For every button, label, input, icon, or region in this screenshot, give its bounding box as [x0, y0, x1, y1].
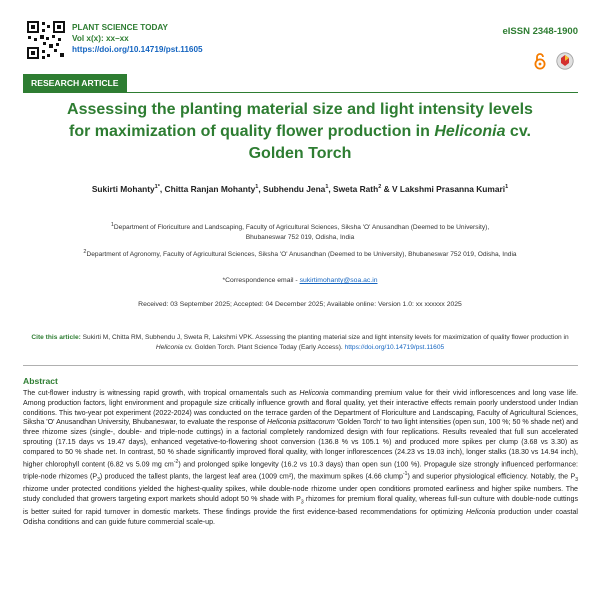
journal-volume: Vol x(x): xx–xx [72, 34, 129, 43]
article-dates: Received: 03 September 2025; Accepted: 04 December 2025; Available online: Version 1.0: xx xxxxxx 2025 [138, 301, 462, 308]
crossmark-icon[interactable] [556, 52, 574, 70]
affiliation-mark: 1 [110, 222, 114, 228]
affiliation-2-text: Department of Agronomy, Faculty of Agricultural Sciences, Siksha 'O' Anusandhan (Deemed to be University), Bhubaneswar 752 019, Odisha, India [86, 251, 517, 259]
author-affiliation-mark: 1 [505, 184, 509, 191]
article-type-badge: RESEARCH ARTICLE [23, 74, 127, 92]
abstract-genus: Heliconia [299, 389, 329, 397]
author-affiliation-mark: 1 [255, 184, 259, 191]
title-genus: Heliconia [434, 123, 506, 140]
citation-text: Sukirti M, Chitta RM, Subhendu J, Sweta R, Lakshmi VPK. Assessing the planting material size and light intensity levels for maximization of quality flower production in [80, 334, 569, 341]
title-line-2-post: cv. [505, 123, 531, 140]
abstract-text: production under coastal Odisha conditions and can guide future commercial scale-up. [23, 508, 578, 527]
affiliation-1 [20, 220, 580, 243]
author-affiliation-mark: 2 [378, 184, 382, 191]
author-name: , Chitta Ranjan Mohanty [159, 184, 256, 194]
author-name: & V Lakshmi Prasanna Kumari [381, 184, 506, 194]
affiliation-2 [20, 247, 580, 260]
citation-text-end: cv. Golden Torch. Plant Science Today (Early Access). [182, 344, 345, 351]
author-affiliation-mark: 1* [154, 184, 160, 191]
header-divider [23, 92, 578, 93]
correspondence-label: *Correspondence email - [222, 277, 300, 284]
title-line-2-pre: for maximization of quality flower production in [69, 123, 435, 140]
abstract-species: Heliconia psittacorum [266, 418, 335, 427]
abstract-text: ) produced the tallest plants, the largest leaf area (1009 cm²), the maximum spikes (4.66 clump [99, 472, 403, 481]
author-list [20, 184, 580, 194]
abstract-text: The cut-flower industry is witnessing rapid growth, with tropical ornamentals such as [23, 389, 300, 397]
abstract-superscript: -1 [402, 470, 408, 477]
correspondence-line [20, 277, 580, 284]
abstract-superscript: -2 [173, 458, 179, 465]
affiliation-mark: 2 [83, 249, 87, 255]
open-access-lock-icon[interactable] [533, 52, 547, 70]
citation-doi-link[interactable]: https://doi.org/10.14719/pst.11605 [344, 344, 445, 351]
abstract-body [23, 389, 578, 528]
journal-header [0, 0, 600, 72]
abstract-text: rhizomes for premium floral quality, whereas full-sun culture with double-node cuttings is better suited for rapid turnover in domestic markets. These findings provide the first evidence-based recommendations for optimizing [23, 495, 578, 517]
abstract-text: commanding premium value for their vivid inflorescences and long vase life. Among production factors, light environment and propagule size critically influence growth and floral quality, yet their interactive effects remain poorly understood under Indian conditions. This two-year pot experiment (2022-2024) was conducted on the terrace garden of the Department of Floriculture and Landscaping, Faculty of Agricultural Sciences, Siksha 'O' Anusandhan University, Bhubaneswar, to evaluate the response of [23, 389, 578, 427]
citation-label: Cite this article: [31, 334, 81, 341]
author-affiliation-mark: 1 [325, 184, 329, 191]
affiliation-1-line-1: Department of Floriculture and Landscaping, Faculty of Agricultural Sciences, Siksha 'O' Anusandhan (Deemed to be University), [113, 224, 490, 232]
title-line-1: Assessing the planting material size and light intensity levels [67, 101, 533, 118]
author-name: , Sweta Rath [328, 184, 379, 194]
affiliation-1-line-2: Bhubaneswar 752 019, Odisha, India [245, 234, 355, 242]
author-name: , Subhendu Jena [258, 184, 326, 194]
citation-genus: Heliconia [155, 344, 183, 351]
abstract-genus: Heliconia [466, 508, 496, 517]
abstract-text: 'Golden Torch' to two light intensities (open sun, 100 %; 50 % shade net) and three rhizome sizes (single-, double- and triple-node cuttings) in a factorial completely randomized design with four replications. Results revealed that full sun accelerated sprouting (17.15 days vs 19.47 days), enhanced vegetative-to-flowering shoot conversion (136.8 % vs 105.1 %) and produced more spikes per clump (3.68 vs 3.30) as compared to 50 % shade net. In contrast, 50 % shade significantly improved floral quality, with longer inflorescences (24.23 vs 19.03 inch), longer stalks (18.30 vs 14.94 inch), higher chlorophyll content (6.82 vs 5.09 mg cm [23, 418, 578, 468]
qr-code-icon[interactable] [26, 20, 66, 60]
abstract-text: ) and prolonged spike longevity (16.2 vs 10.3 days) than open sun (100 %). Propagule size strongly influenced performance: triple-node rhizomes (P [23, 459, 579, 481]
abstract-divider [23, 365, 578, 366]
abstract-subscript: 3 [97, 476, 100, 483]
abstract-heading: Abstract [23, 376, 58, 386]
abstract-text: ) and superior physiological efficiency. Notably, the P [407, 472, 576, 481]
abstract-subscript: 3 [575, 476, 578, 483]
abstract-text: rhizome under protected conditions yielded the highest-quality spikes, while double-node rhizome under open conditions promoted earliness and higher spike numbers. The study concluded that growers targeting export markets should adopt 50 % shade with P [23, 485, 578, 504]
citation-block [22, 333, 578, 353]
author-name: Sukirti Mohanty [91, 184, 155, 194]
journal-doi-link[interactable]: https://doi.org/10.14719/pst.11605 [72, 45, 203, 54]
article-title [20, 99, 580, 165]
journal-name: PLANT SCIENCE TODAY [72, 23, 168, 32]
abstract-subscript: 3 [300, 499, 304, 506]
title-line-3: Golden Torch [248, 145, 352, 162]
eissn-label: eISSN 2348-1900 [502, 26, 578, 37]
correspondence-email-link[interactable]: sukirtimohanty@soa.ac.in [299, 277, 378, 284]
journal-info [72, 22, 203, 55]
